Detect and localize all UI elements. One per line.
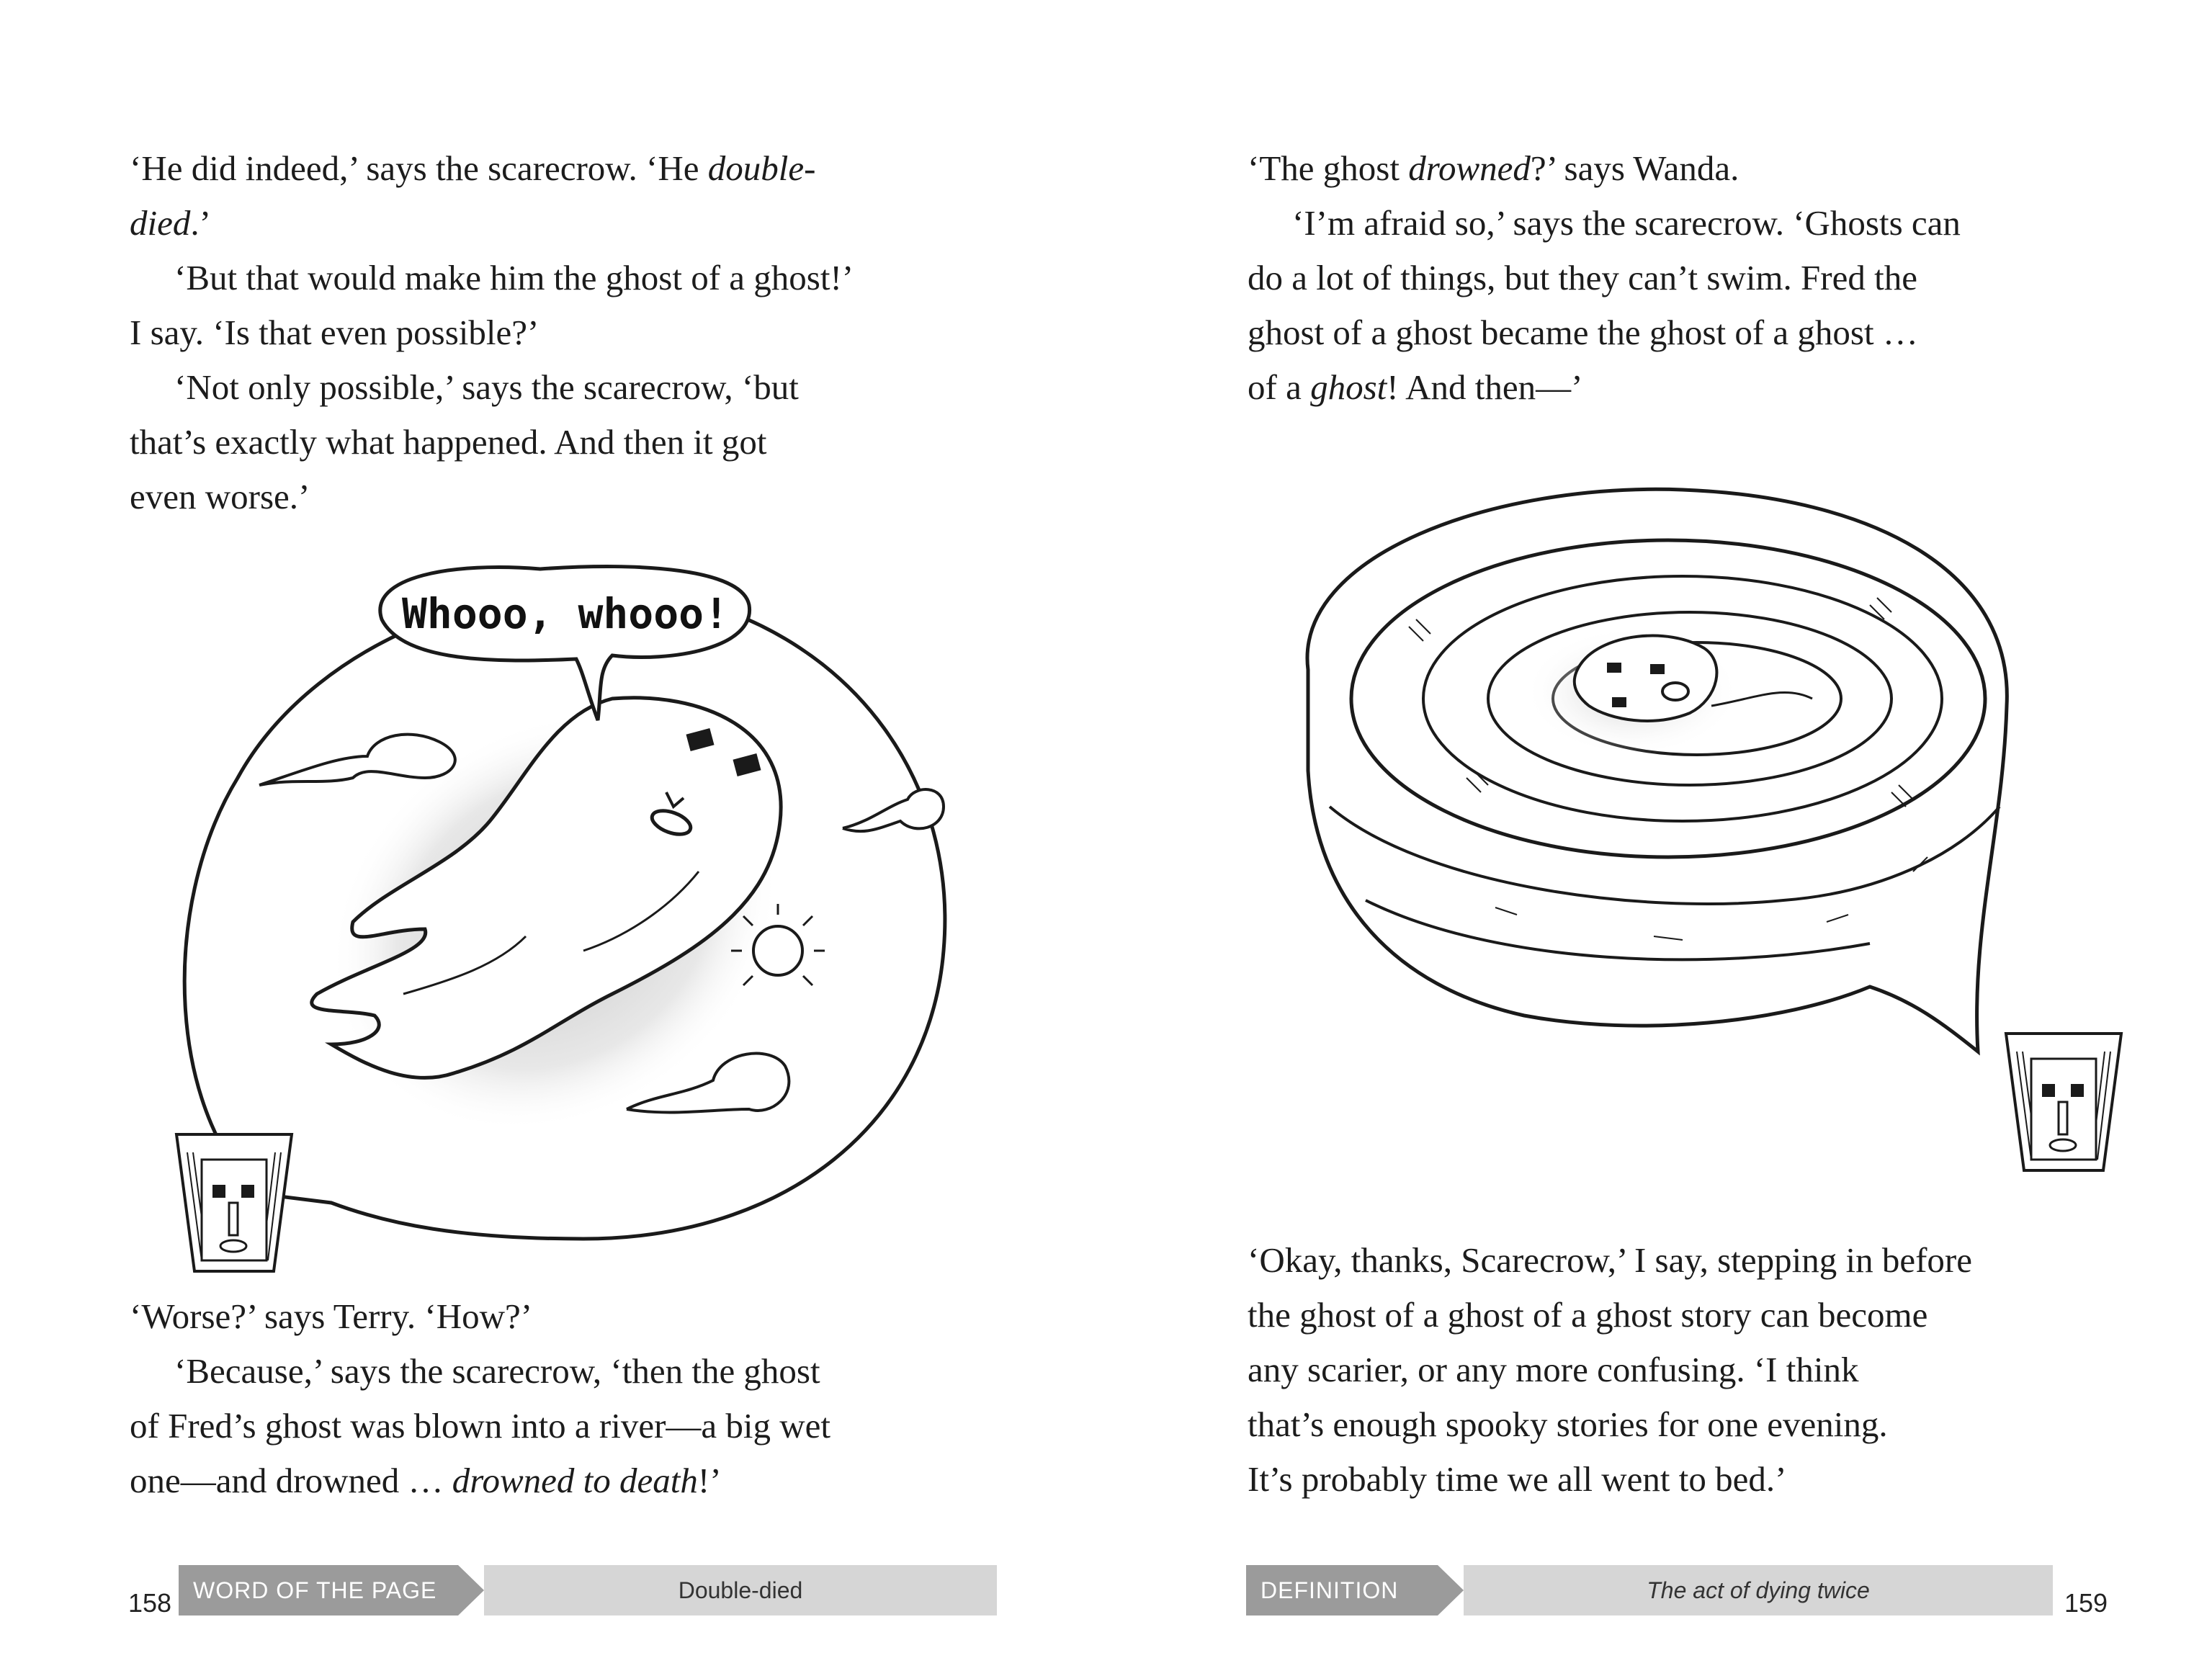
footer-chevron-left [458,1565,484,1615]
left-text-top [130,141,1023,524]
paragraph: ‘Not only possible,’ says the scarecrow, ‘but that’s exactly what happened. And then it got even worse.’ [130,367,799,516]
page-number-right: 159 [2064,1588,2108,1618]
definition-value: The act of dying twice [1464,1565,2053,1615]
right-text-bottom [1248,1233,2177,1507]
page-number-left: 158 [128,1588,172,1618]
paragraph: ‘I’m afraid so,’ says the scarecrow. ‘Ghosts can do a lot of things, but they can’t swim. Fred the ghost of a ghost became the ghost of a ghost … of a ghost! And then—’ [1248,203,1961,407]
bubble-text: Whooo, whooo! [402,589,729,638]
right-page [1106,0,2212,1676]
speech-bubble-outline [1307,489,2007,1052]
right-text-top [1248,141,2155,415]
footer-chevron-right [1438,1565,1464,1615]
paragraph: ‘The ghost drowned?’ says Wanda. [1248,148,1739,188]
paragraph: ‘He did indeed,’ says the scarecrow. ‘He double- died.’ [130,148,816,243]
scarecrow-portrait-icon-right [2002,1030,2125,1174]
river-ghost-speech-bubble-illustration [1279,468,2057,1059]
sun-icon [753,926,802,975]
paragraph: ‘Worse?’ says Terry. ‘How?’ [130,1296,533,1336]
paragraph: ‘Okay, thanks, Scarecrow,’ I say, stepping in before the ghost of a ghost of a ghost story can become any scarier, or any more confusing. ‘I think that’s enough spooky stories for one evening. It’s probably time we all went to bed.’ [1248,1240,1972,1499]
word-of-the-page-label: WORD OF THE PAGE [179,1565,458,1615]
scarecrow-portrait-icon [173,1131,295,1275]
left-text-bottom [130,1289,1023,1508]
definition-label: DEFINITION [1246,1565,1438,1615]
paragraph: ‘But that would make him the ghost of a ghost!’ I say. ‘Is that even possible?’ [130,258,854,352]
paragraph: ‘Because,’ says the scarecrow, ‘then the ghost of Fred’s ghost was blown into a river—a big wet one—and drowned … drowned to death!’ [130,1351,831,1500]
drowning-ghost-figure [1575,636,1717,721]
word-of-the-page-value: Double-died [484,1565,997,1615]
